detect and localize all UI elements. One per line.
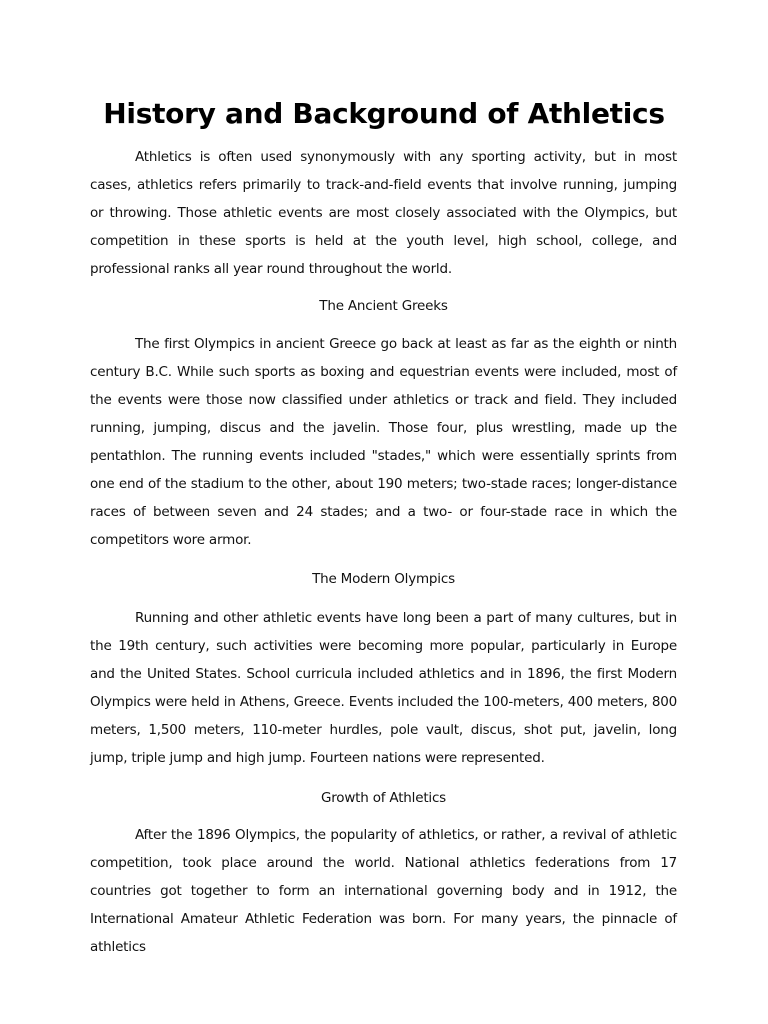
section-heading-ancient-greeks: The Ancient Greeks [319, 298, 448, 314]
intro-paragraph: Athletics is often used synonymously with any sporting activity, but in most cases, athletics refers primarily to track-and-field events that involve running, jumping or throwing. Those athletic events are most closely associated with the Olympics, but competition in these sports is held at the youth level, high school, college, and professional ranks all year round throughout the world. [90, 149, 677, 277]
ancient-greeks-paragraph: The first Olympics in ancient Greece go back at least as far as the eighth or ninth century B.C. While such sports as boxing and equestrian events were included, most of the events were those now classified under athletics or track and field. They included running, jumping, discus and the javelin. Those four, plus wrestling, made up the pentathlon. The running events included "stades," which were essentially sprints from one end of the stadium to the other, about 190 meters; two-stade races; longer-distance races of between seven and 24 stades; and a two- or four-stade race in which the competitors wore armor. [90, 336, 677, 548]
modern-olympics-paragraph: Running and other athletic events have long been a part of many cultures, but in the 19th century, such activities were becoming more popular, particularly in Europe and the United States. School curricula included athletics and in 1896, the first Modern Olympics were held in Athens, Greece. Events included the 100-meters, 400 meters, 800 meters, 1,500 meters, 110-meter hurdles, pole vault, discus, shot put, javelin, long jump, triple jump and high jump. Fourteen nations were represented. [90, 610, 677, 766]
section-heading-growth-of-athletics: Growth of Athletics [320, 790, 447, 806]
growth-of-athletics-paragraph: After the 1896 Olympics, the popularity of athletics, or rather, a revival of athletic competition, took place around the world. National athletics federations from 17 countries got together to form an international governing body and in 1912, the International Amateur Athletic Federation was born. For many years, the pinnacle of athletics [90, 827, 677, 955]
document-title: History and Background of Athletics [103, 97, 665, 130]
section-heading-modern-olympics: The Modern Olympics [312, 571, 455, 587]
